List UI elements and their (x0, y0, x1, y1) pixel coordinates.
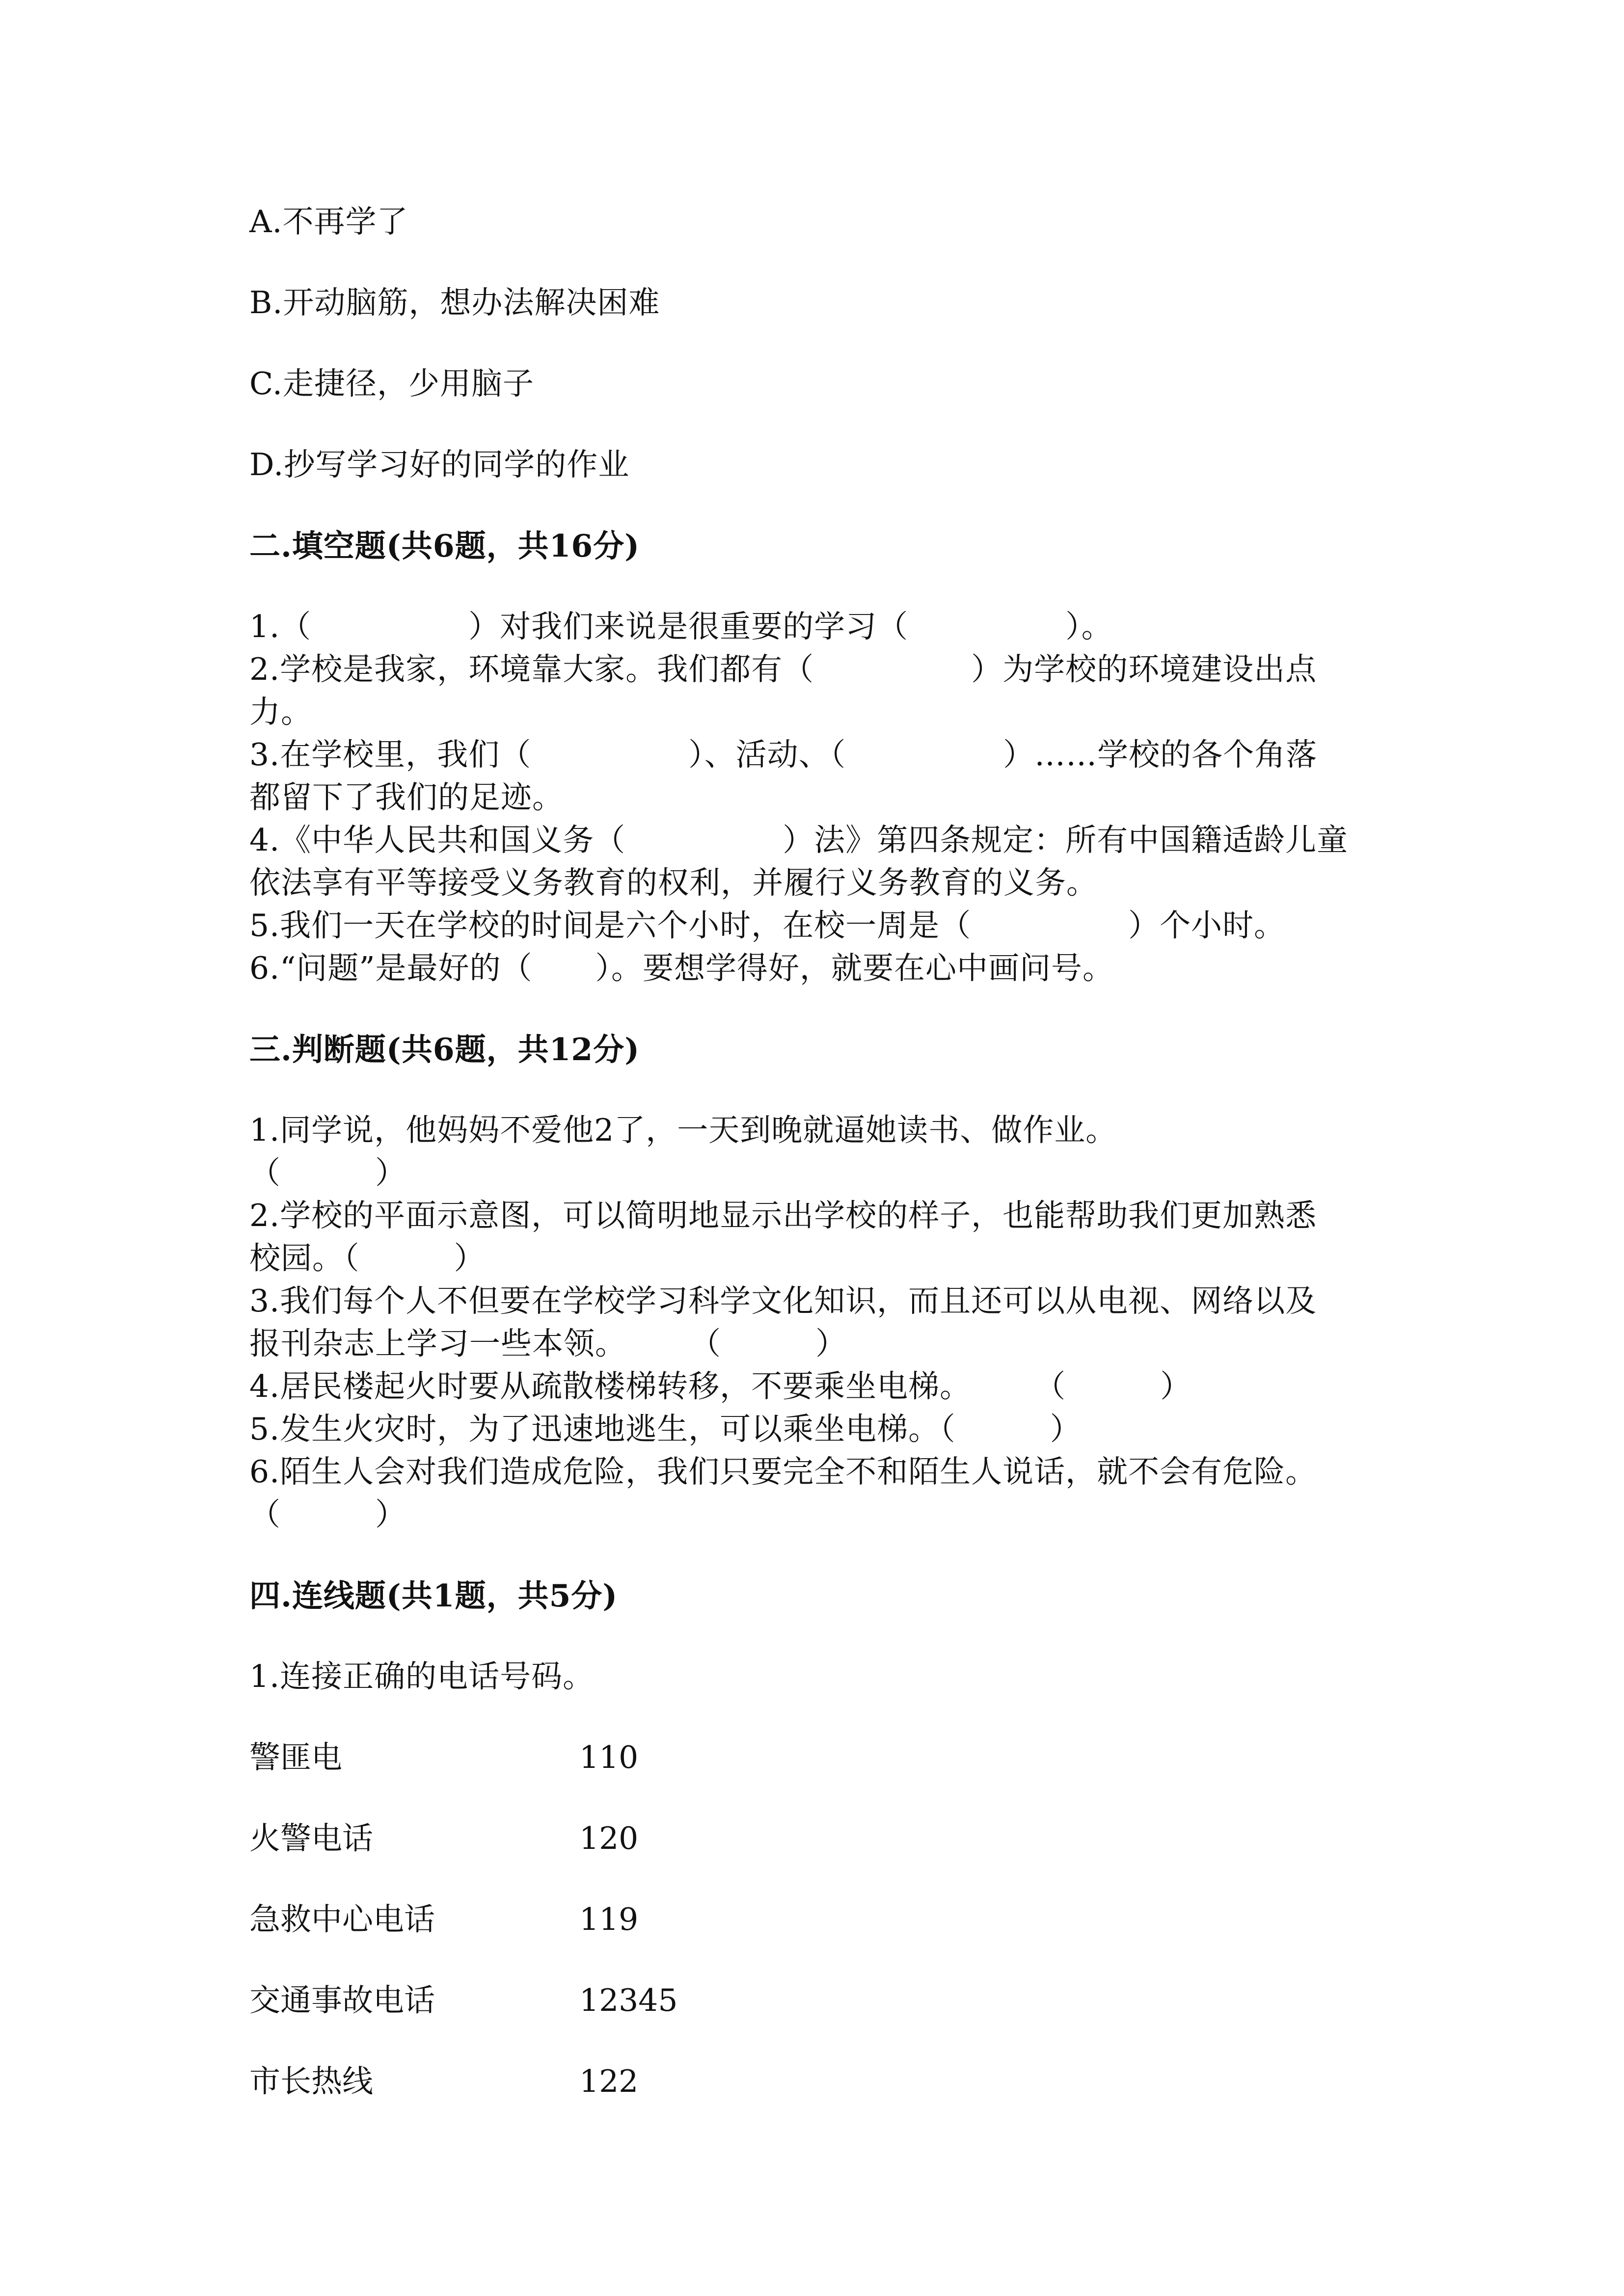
matching-right-item: 12345 (579, 1982, 678, 2018)
matching-left-item: 警匪电 (249, 1739, 342, 1775)
fill-blank-line: 4.《中华人民共和国义务（ ）法》第四条规定：所有中国籍适龄儿童 (249, 822, 1349, 858)
true-false-line: （ ） (249, 1155, 406, 1191)
matching-left-item: 市长热线 (249, 2063, 373, 2099)
true-false-line: 3.我们每个人不但要在学校学习科学文化知识，而且还可以从电视、网络以及 (249, 1283, 1317, 1319)
matching-left-item: 交通事故电话 (249, 1982, 435, 2018)
fill-blank-line: 力。 (249, 694, 312, 730)
matching-pair (249, 2060, 638, 2103)
choice-option-b: B.开动脑筋，想办法解决困难 (249, 285, 660, 320)
section-heading-fill-blank: 二.填空题(共6题，共16分) (249, 528, 640, 564)
fill-blank-line: 2.学校是我家，环境靠大家。我们都有（ ）为学校的环境建设出点 (249, 651, 1317, 687)
matching-pair (249, 1736, 638, 1779)
section-heading-true-false: 三.判断题(共6题，共12分) (249, 1031, 640, 1068)
true-false-line: 6.陌生人会对我们造成危险，我们只要完全不和陌生人说话，就不会有危险。 (249, 1454, 1317, 1490)
fill-blank-line: 都留下了我们的足迹。 (249, 779, 564, 815)
true-false-line: 4.居民楼起火时要从疏散楼梯转移，不要乘坐电梯。 （ ） (249, 1368, 1192, 1404)
matching-right-item: 119 (579, 1901, 639, 1937)
fill-blank-line: 1.（ ）对我们来说是很重要的学习（ ）。 (249, 609, 1113, 644)
matching-pair (249, 1898, 638, 1941)
matching-question: 1.连接正确的电话号码。 (249, 1658, 595, 1694)
matching-pair (249, 1979, 677, 2022)
true-false-line: 1.同学说，他妈妈不爱他2了，一天到晚就逼她读书、做作业。 (249, 1112, 1117, 1148)
matching-right-item: 110 (579, 1739, 639, 1775)
true-false-line: 报刊杂志上学习一些本领。 （ ） (249, 1326, 847, 1362)
choice-option-a: A.不再学了 (249, 204, 408, 240)
section-heading-matching: 四.连线题(共1题，共5分) (249, 1577, 618, 1614)
matching-left-item: 火警电话 (249, 1820, 373, 1856)
true-false-line: 2.学校的平面示意图，可以简明地显示出学校的样子，也能帮助我们更加熟悉 (249, 1198, 1317, 1233)
matching-pair (249, 1817, 638, 1860)
fill-blank-line: 6.“问题”是最好的（ ）。要想学得好，就要在心中画问号。 (249, 950, 1114, 986)
fill-blank-line: 5.我们一天在学校的时间是六个小时，在校一周是（ ）个小时。 (249, 908, 1286, 943)
fill-blank-line: 3.在学校里，我们（ ）、活动、（ ）……学校的各个角落 (249, 737, 1318, 773)
matching-right-item: 122 (579, 2063, 639, 2099)
matching-right-item: 120 (579, 1820, 639, 1856)
fill-blank-line: 依法享有平等接受义务教育的权利，并履行义务教育的义务。 (249, 865, 1098, 901)
true-false-line: （ ） (249, 1496, 406, 1532)
matching-left-item: 急救中心电话 (249, 1901, 435, 1937)
true-false-line: 校园。（ ） (249, 1240, 486, 1276)
choice-option-c: C.走捷径，少用脑子 (249, 366, 534, 401)
choice-option-d: D.抄写学习好的同学的作业 (249, 447, 630, 482)
true-false-line: 5.发生火灾时，为了迅速地逃生，可以乘坐电梯。（ ） (249, 1411, 1082, 1447)
